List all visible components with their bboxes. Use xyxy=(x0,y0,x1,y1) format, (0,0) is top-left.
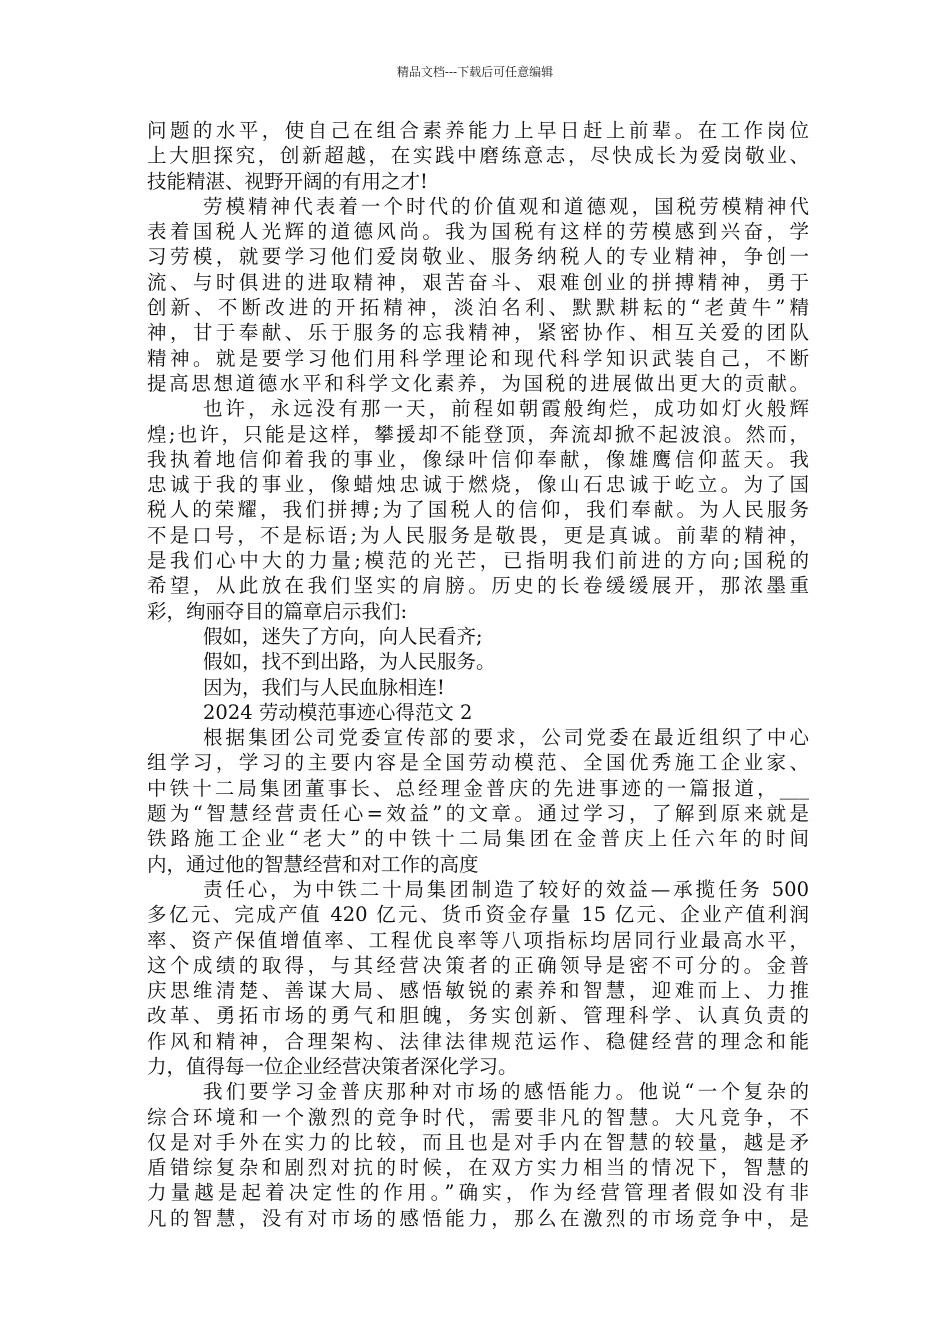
text-line: 凡的智慧，没有对市场的感悟能力，那么在激烈的市场竞争中，是 xyxy=(147,1206,809,1230)
text-line: 是我们心中大的力量;模范的光芒，已指明我们前进的方向;国税的 xyxy=(147,549,809,573)
text-line: 组学习，学习的主要内容是全国劳动模范、全国优秀施工企业家、 xyxy=(147,751,809,775)
paragraph xyxy=(147,396,809,624)
text-line: 题为“智慧经营责任心=效益”的文章。通过学习，了解到原来就是 xyxy=(147,802,809,826)
text-line: 希望，从此放在我们坚实的肩膀。历史的长卷缓缓展开，那浓墨重 xyxy=(147,574,809,598)
text-line: 率、资产保值增值率、工程优良率等八项指标均居同行业最高水平， xyxy=(147,928,809,952)
text-line: 铁路施工企业“老大”的中铁十二局集团在金普庆上任六年的时间 xyxy=(147,827,809,851)
text-line: 中铁十二局集团董事长、总经理金普庆的先进事迹的一篇报道，___ xyxy=(147,776,809,800)
text-line: 内，通过他的智慧经营和对工作的高度 xyxy=(147,852,479,876)
text-line: 精神。就是要学习他们用科学理论和现代科学知识武装自己，不断 xyxy=(147,346,809,370)
text-line: 我执着地信仰着我的事业，像绿叶信仰奉献，像雄鹰信仰蓝天。我 xyxy=(147,447,809,471)
text-line: 责任心，为中铁二十局集团制造了较好的效益—承揽任务 500 xyxy=(203,877,809,901)
text-line: 假如，迷失了方向，向人民看齐; xyxy=(203,624,483,648)
text-line: 神，甘于奉献、乐于服务的忘我精神，紧密协作、相互关爱的团队 xyxy=(147,321,809,345)
text-line: 问题的水平，使自己在组合素养能力上早日赶上前辈。在工作岗位 xyxy=(147,119,809,142)
section-heading xyxy=(147,700,809,725)
text-line: 因为，我们与人民血脉相连! xyxy=(203,675,445,699)
text-line: 改革、勇拓市场的勇气和胆魄，务实创新、管理科学、认真负责的 xyxy=(147,1004,809,1028)
text-line: 忠诚于我的事业，像蜡烛忠诚于燃烧，像山石忠诚于屹立。为了国 xyxy=(147,473,809,497)
text-line: 上大胆探究，创新超越，在实践中磨练意志，尽快成长为爱岗敬业、 xyxy=(147,144,809,168)
text-line: 盾错综复杂和剧烈对抗的时候，在双方实力相当的情况下，智慧的 xyxy=(147,1156,809,1180)
document-body xyxy=(147,118,809,1231)
text-line: 彩，绚丽夺目的篇章启示我们: xyxy=(147,599,408,623)
text-line: 创新、不断改进的开拓精神，淡泊名利、默默耕耘的“老黄牛”精 xyxy=(147,296,809,320)
paragraph xyxy=(147,675,809,700)
text-line: 流、与时俱进的进取精神，艰苦奋斗、艰难创业的拼搏精神，勇于 xyxy=(147,270,809,294)
text-line: 作风和精神，合理架构、法律法律规范运作、稳健经营的理念和能 xyxy=(147,1029,809,1053)
text-line: 劳模精神代表着一个时代的价值观和道德观，国税劳模精神代 xyxy=(203,194,809,218)
heading-line: 2024 劳动模范事迹心得范文 2 xyxy=(203,700,473,724)
text-line: 煌;也许，只能是这样，攀援却不能登顶，奔流却掀不起波浪。然而， xyxy=(147,422,809,446)
text-line: 我们要学习金普庆那种对市场的感悟能力。他说“一个复杂的 xyxy=(203,1080,809,1104)
text-line: 也许，永远没有那一天，前程如朝霞般绚烂，成功如灯火般辉 xyxy=(203,397,809,421)
paragraph xyxy=(147,624,809,649)
text-line: 表着国税人光辉的道德风尚。我为国税有这样的劳模感到兴奋，学 xyxy=(147,220,809,244)
text-line: 不是口号，不是标语;为人民服务是敬畏，更是真诚。前辈的精神， xyxy=(147,523,809,547)
text-line: 假如，找不到出路，为人民服务。 xyxy=(203,650,496,674)
text-line: 多亿元、完成产值 420 亿元、货币资金存量 15 亿元、企业产值利润 xyxy=(147,903,809,927)
text-line: 综合环境和一个激烈的竞争时代，需要非凡的智慧。大凡竞争，不 xyxy=(147,1105,809,1129)
text-line: 这个成绩的取得，与其经营决策者的正确领导是密不可分的。金普 xyxy=(147,953,809,977)
paragraph xyxy=(147,649,809,674)
text-line: 习劳模，就要学习他们爱岗敬业、服务纳税人的专业精神，争创一 xyxy=(147,245,809,269)
paragraph xyxy=(147,194,809,396)
text-line: 仅是对手外在实力的比较，而且也是对手内在智慧的较量，越是矛 xyxy=(147,1130,809,1154)
paragraph xyxy=(147,118,809,194)
page-header: 精品文档---下载后可任意编辑 xyxy=(396,65,554,79)
text-line: 技能精湛、视野开阔的有用之才! xyxy=(147,169,428,193)
text-line: 力量越是起着决定性的作用。”确实，作为经营管理者假如没有非 xyxy=(147,1181,809,1205)
text-line: 税人的荣耀，我们拼搏;为了国税人的信仰，我们奉献。为人民服务 xyxy=(147,498,809,522)
paragraph xyxy=(147,877,809,1079)
paragraph xyxy=(147,1079,809,1231)
text-line: 提高思想道德水平和科学文化素养，为国税的进展做出更大的贡献。 xyxy=(147,371,809,395)
text-line: 根据集团公司党委宣传部的要求，公司党委在最近组织了中心 xyxy=(203,726,809,750)
text-line: 力，值得每一位企业经营决策者深化学习。 xyxy=(147,1054,518,1078)
text-line: 庆思维清楚、善谋大局、感悟敏锐的素养和智慧，迎难而上、力推 xyxy=(147,979,809,1003)
paragraph xyxy=(147,725,809,877)
